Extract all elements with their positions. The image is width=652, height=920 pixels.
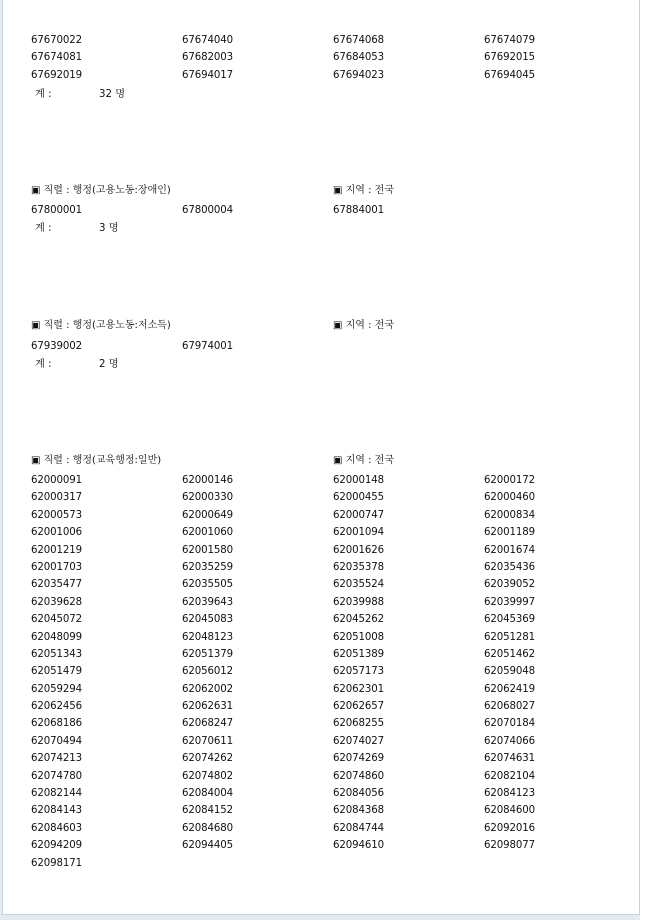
applicant-number: 62000649 xyxy=(182,509,234,521)
document-page xyxy=(2,0,640,915)
applicant-number: 62051008 xyxy=(333,631,385,643)
applicant-number: 62000455 xyxy=(333,492,385,504)
applicant-number: 62048099 xyxy=(31,631,83,643)
code-list-section-1 xyxy=(31,32,641,84)
applicant-number: 62098171 xyxy=(31,857,83,869)
applicant-number: 62074860 xyxy=(333,770,385,782)
applicant-number: 62039643 xyxy=(182,596,234,608)
applicant-number: 62039628 xyxy=(31,596,83,608)
applicant-number: 62001219 xyxy=(31,544,83,556)
applicant-number: 62059048 xyxy=(484,666,536,678)
applicant-number: 67800004 xyxy=(182,205,234,216)
job-series-label: ▣ 직렬 : 행정(고용노동:장애인) xyxy=(31,185,171,196)
applicant-number: 62051343 xyxy=(31,648,83,660)
applicant-number: 67692019 xyxy=(31,69,83,81)
applicant-number: 62051281 xyxy=(484,631,536,643)
section-2-header xyxy=(31,183,635,199)
applicant-number: 67670022 xyxy=(31,35,83,46)
applicant-number: 67674040 xyxy=(182,35,234,46)
applicant-number: 62001626 xyxy=(333,544,385,556)
applicant-number: 62062002 xyxy=(182,683,234,695)
applicant-number: 62084680 xyxy=(182,822,234,834)
applicant-number: 62092016 xyxy=(484,822,536,834)
applicant-number: 62039052 xyxy=(484,579,536,591)
applicant-number: 62000330 xyxy=(182,492,234,504)
applicant-number: 67674081 xyxy=(31,52,83,64)
applicant-number: 62035505 xyxy=(182,579,234,591)
applicant-number: 62001189 xyxy=(484,527,536,539)
applicant-number: 62035477 xyxy=(31,579,83,591)
applicant-number: 62000172 xyxy=(484,475,536,486)
applicant-number: 62084123 xyxy=(484,788,536,800)
applicant-number: 62062631 xyxy=(182,701,234,713)
applicant-number: 67884001 xyxy=(333,205,385,216)
total-count: 3 명 xyxy=(99,223,119,234)
applicant-number: 62035259 xyxy=(182,561,234,573)
applicant-number: 62074802 xyxy=(182,770,234,782)
applicant-number: 62070611 xyxy=(182,735,234,747)
applicant-number: 62045262 xyxy=(333,614,385,626)
applicant-number: 62039988 xyxy=(333,596,385,608)
code-list-section-3 xyxy=(31,338,641,355)
applicant-number: 62082144 xyxy=(31,788,83,800)
applicant-number: 62001674 xyxy=(484,544,536,556)
applicant-number: 62074066 xyxy=(484,735,536,747)
applicant-number: 62068255 xyxy=(333,718,385,730)
job-series-label: ▣ 직렬 : 행정(교육행정:일반) xyxy=(31,455,162,466)
total-count: 2 명 xyxy=(99,359,119,370)
applicant-number: 62070184 xyxy=(484,718,536,730)
total-label: 계 : xyxy=(35,359,52,370)
applicant-number: 62074262 xyxy=(182,753,234,765)
region-label: ▣ 지역 : 전국 xyxy=(333,320,394,331)
applicant-number: 67684053 xyxy=(333,52,385,64)
applicant-number: 62051479 xyxy=(31,666,83,678)
applicant-number: 62001006 xyxy=(31,527,83,539)
job-series-label: ▣ 직렬 : 행정(고용노동:저소득) xyxy=(31,320,171,331)
applicant-number: 62000146 xyxy=(182,475,234,486)
applicant-number: 62074780 xyxy=(31,770,83,782)
applicant-number: 62001094 xyxy=(333,527,385,539)
applicant-number: 62068027 xyxy=(484,701,536,713)
applicant-number: 62056012 xyxy=(182,666,234,678)
applicant-number: 67682003 xyxy=(182,52,234,64)
applicant-number: 62084152 xyxy=(182,805,234,817)
total-label: 계 : xyxy=(35,223,52,234)
applicant-number: 62051389 xyxy=(333,648,385,660)
applicant-number: 67692015 xyxy=(484,52,536,64)
applicant-number: 67674079 xyxy=(484,35,536,46)
applicant-number: 67694045 xyxy=(484,69,536,81)
applicant-number: 62094610 xyxy=(333,840,385,852)
applicant-number: 62062301 xyxy=(333,683,385,695)
applicant-number: 62068247 xyxy=(182,718,234,730)
applicant-number: 62074269 xyxy=(333,753,385,765)
applicant-number: 62062657 xyxy=(333,701,385,713)
applicant-number: 62070494 xyxy=(31,735,83,747)
applicant-number: 62000747 xyxy=(333,509,385,521)
applicant-number: 62039997 xyxy=(484,596,536,608)
section-2-total xyxy=(35,222,119,236)
applicant-number: 62094209 xyxy=(31,840,83,852)
applicant-number: 62000091 xyxy=(31,475,83,486)
applicant-number: 62045083 xyxy=(182,614,234,626)
applicant-number: 62000573 xyxy=(31,509,83,521)
applicant-number: 62062456 xyxy=(31,701,83,713)
applicant-number: 62051379 xyxy=(182,648,234,660)
total-label: 계 : xyxy=(35,89,52,100)
section-4-header xyxy=(31,453,635,469)
applicant-number: 62000317 xyxy=(31,492,83,504)
applicant-number: 67800001 xyxy=(31,205,83,216)
section-3-header xyxy=(31,318,635,334)
applicant-number: 62094405 xyxy=(182,840,234,852)
applicant-number: 62045072 xyxy=(31,614,83,626)
applicant-number: 62062419 xyxy=(484,683,536,695)
applicant-number: 62082104 xyxy=(484,770,536,782)
applicant-number: 62035524 xyxy=(333,579,385,591)
applicant-number: 67974001 xyxy=(182,341,234,352)
applicant-number: 62001580 xyxy=(182,544,234,556)
applicant-number: 62074213 xyxy=(31,753,83,765)
applicant-number: 67694017 xyxy=(182,69,234,81)
applicant-number: 62059294 xyxy=(31,683,83,695)
applicant-number: 62084744 xyxy=(333,822,385,834)
window-right-gutter xyxy=(640,0,652,920)
applicant-number: 62084143 xyxy=(31,805,83,817)
applicant-number: 62084368 xyxy=(333,805,385,817)
applicant-number: 62068186 xyxy=(31,718,83,730)
region-label: ▣ 지역 : 전국 xyxy=(333,455,394,466)
applicant-number: 62084603 xyxy=(31,822,83,834)
region-label: ▣ 지역 : 전국 xyxy=(333,185,394,196)
code-list-section-4 xyxy=(31,472,641,872)
section-3-total xyxy=(35,358,119,372)
applicant-number: 62074027 xyxy=(333,735,385,747)
applicant-number: 62084600 xyxy=(484,805,536,817)
total-count: 32 명 xyxy=(99,89,126,100)
code-list-section-2 xyxy=(31,202,641,219)
applicant-number: 62000148 xyxy=(333,475,385,486)
applicant-number: 62051462 xyxy=(484,648,536,660)
applicant-number: 67694023 xyxy=(333,69,385,81)
applicant-number: 62048123 xyxy=(182,631,234,643)
applicant-number: 62035436 xyxy=(484,561,536,573)
applicant-number: 62001060 xyxy=(182,527,234,539)
applicant-number: 62057173 xyxy=(333,666,385,678)
applicant-number: 67939002 xyxy=(31,341,83,352)
applicant-number: 62084004 xyxy=(182,788,234,800)
applicant-number: 62001703 xyxy=(31,561,83,573)
applicant-number: 62000460 xyxy=(484,492,536,504)
applicant-number: 62098077 xyxy=(484,840,536,852)
applicant-number: 62045369 xyxy=(484,614,536,626)
applicant-number: 62084056 xyxy=(333,788,385,800)
applicant-number: 62035378 xyxy=(333,561,385,573)
applicant-number: 62074631 xyxy=(484,753,536,765)
applicant-number: 67674068 xyxy=(333,35,385,46)
applicant-number: 62000834 xyxy=(484,509,536,521)
section-1-total xyxy=(35,88,126,102)
